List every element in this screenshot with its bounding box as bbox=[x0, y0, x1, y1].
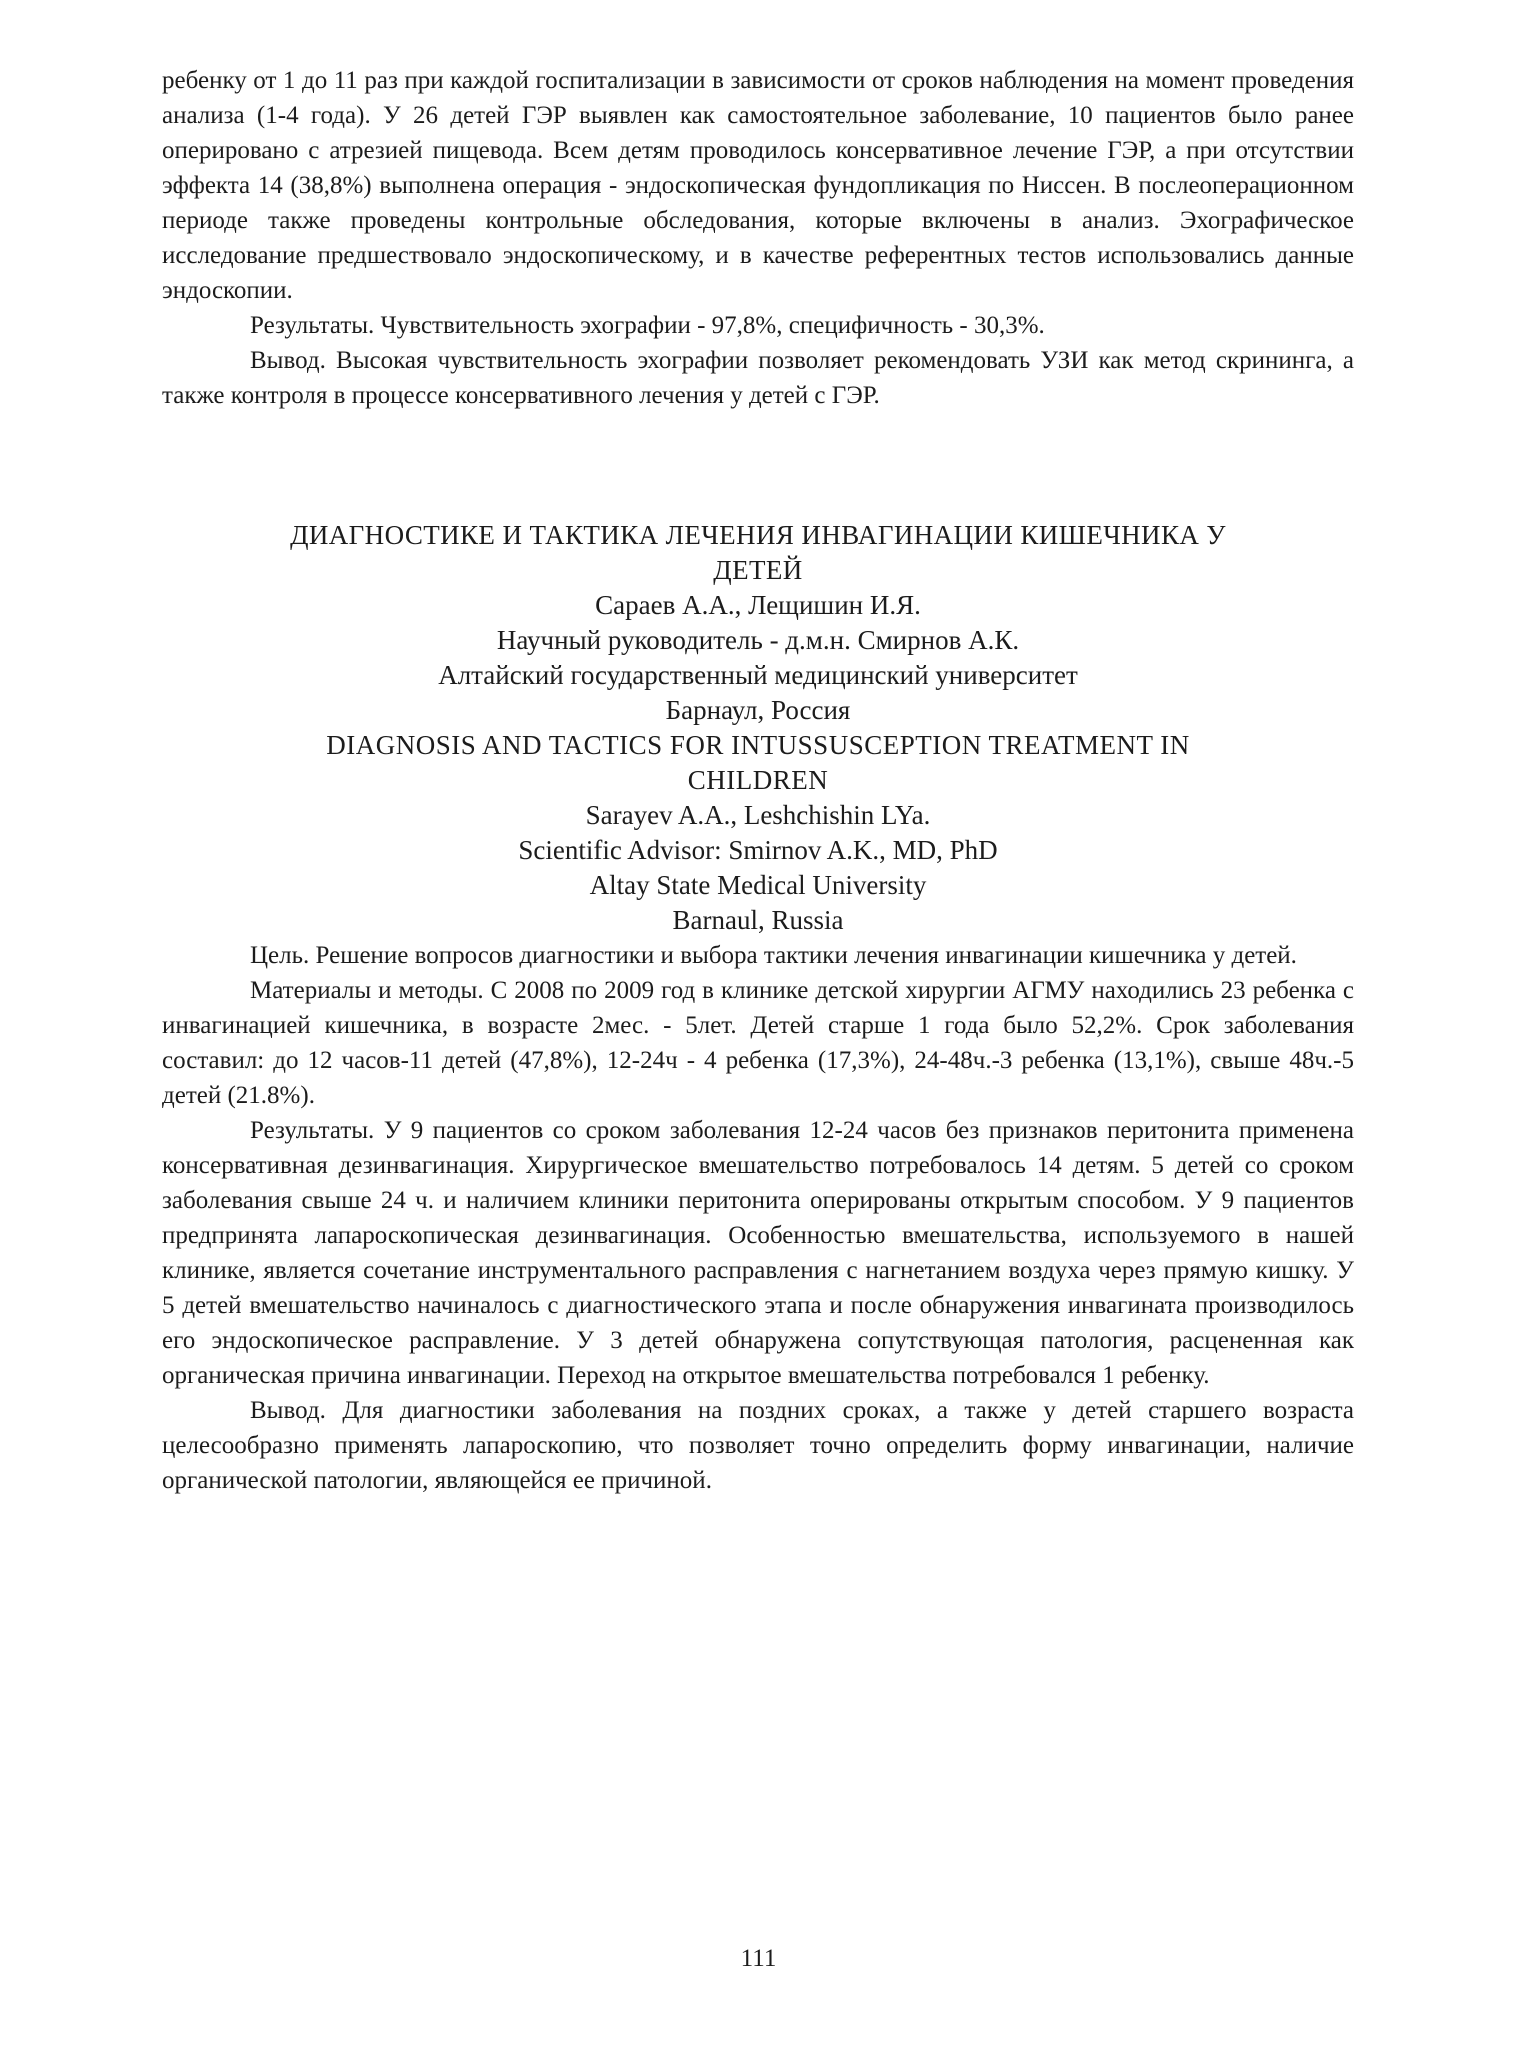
abstract-heading bbox=[162, 518, 1354, 938]
paragraph-results: Результаты. У 9 пациентов со сроком заболевания 12-24 часов без признаков перитонита применена консервативная дезинвагинация. Хирургическое вмешательство потребовалось 14 детям. 5 детей со сроком заболевания свыше 24 ч. и наличием клиники перитонита оперированы открытым способом. У 9 пациентов предпринята лапароскопическая дезинвагинация. Особенностью вмешательства, используемого в нашей клинике, является сочетание инструментального расправления с нагнетанием воздуха через прямую кишку. У 5 детей вмешательство начиналось с диагностического этапа и после обнаружения инвагината производилось его эндоскопическое расправление. У 3 детей обнаружена сопутствующая патология, расцененная как органическая причина инвагинации. Переход на открытое вмешательства потребовался 1 ребенку. bbox=[162, 1117, 1354, 1389]
title-ru-line-1: ДИАГНОСТИКЕ И ТАКТИКА ЛЕЧЕНИЯ ИНВАГИНАЦИИ КИШЕЧНИКА У bbox=[290, 520, 1226, 550]
university-en: Altay State Medical University bbox=[589, 870, 927, 900]
paragraph-methods: Материалы и методы. С 2008 по 2009 год в клинике детской хирургии АГМУ находились 23 ребенка с инвагинацией кишечника, в возрасте 2мес. - 5лет. Детей старше 1 года было 52,2%. Срок заболевания составил: до 12 часов-11 детей (47,8%), 12-24ч - 4 ребенка (17,3%), 24-48ч.-3 ребенка (13,1%), свыше 48ч.-5 детей (21.8%). bbox=[162, 977, 1354, 1109]
advisor-en: Scientific Advisor: Smirnov A.K., MD, PhD bbox=[518, 835, 998, 865]
title-en-line-2: CHILDREN bbox=[687, 765, 829, 795]
authors-en: Sarayev A.A., Leshchishin LYa. bbox=[585, 800, 931, 830]
paragraph-results: Результаты. Чувствительность эхографии - 97,8%, специфичность - 30,3%. bbox=[250, 312, 1045, 339]
paragraph-conclusion: Вывод. Для диагностики заболевания на поздних сроках, а также у детей старшего возраста целесообразно применять лапароскопию, что позволяет точно определить форму инвагинации, наличие органической патологии, являющейся ее причиной. bbox=[162, 1397, 1354, 1494]
title-ru-line-2: ДЕТЕЙ bbox=[713, 555, 803, 585]
page-number: 111 bbox=[740, 1945, 777, 1972]
paragraph-aim: Цель. Решение вопросов диагностики и выбора тактики лечения инвагинации кишечника у детей. bbox=[250, 942, 1297, 969]
paragraph-conclusion: Вывод. Высокая чувствительность эхографии позволяет рекомендовать УЗИ как метод скрининга, а также контроля в процессе консервативного лечения у детей с ГЭР. bbox=[162, 347, 1354, 409]
previous-abstract-continuation bbox=[162, 63, 1354, 413]
university-ru: Алтайский государственный медицинский университет bbox=[438, 660, 1078, 690]
city-ru: Барнаул, Россия bbox=[665, 695, 851, 725]
advisor-ru: Научный руководитель - д.м.н. Смирнов А.К. bbox=[496, 625, 1020, 655]
city-en: Barnaul, Russia bbox=[672, 905, 844, 935]
authors-ru: Сараев А.А., Лещишин И.Я. bbox=[595, 590, 921, 620]
abstract-body bbox=[162, 938, 1354, 1498]
paragraph-methods-continuation: ребенку от 1 до 11 раз при каждой госпитализации в зависимости от сроков наблюдения на момент проведения анализа (1-4 года). У 26 детей ГЭР выявлен как самостоятельное заболевание, 10 пациентов было ранее оперировано с атрезией пищевода. Всем детям проводилось консервативное лечение ГЭР, а при отсутствии эффекта 14 (38,8%) выполнена операция - эндоскопическая фундопликация по Ниссен. В послеоперационном периоде также проведены контрольные обследования, которые включены в анализ. Эхографическое исследование предшествовало эндоскопическому, и в качестве референтных тестов использовались данные эндоскопии. bbox=[162, 67, 1354, 304]
title-en-line-1: DIAGNOSIS AND TACTICS FOR INTUSSUSCEPTION TREATMENT IN bbox=[326, 730, 1190, 760]
